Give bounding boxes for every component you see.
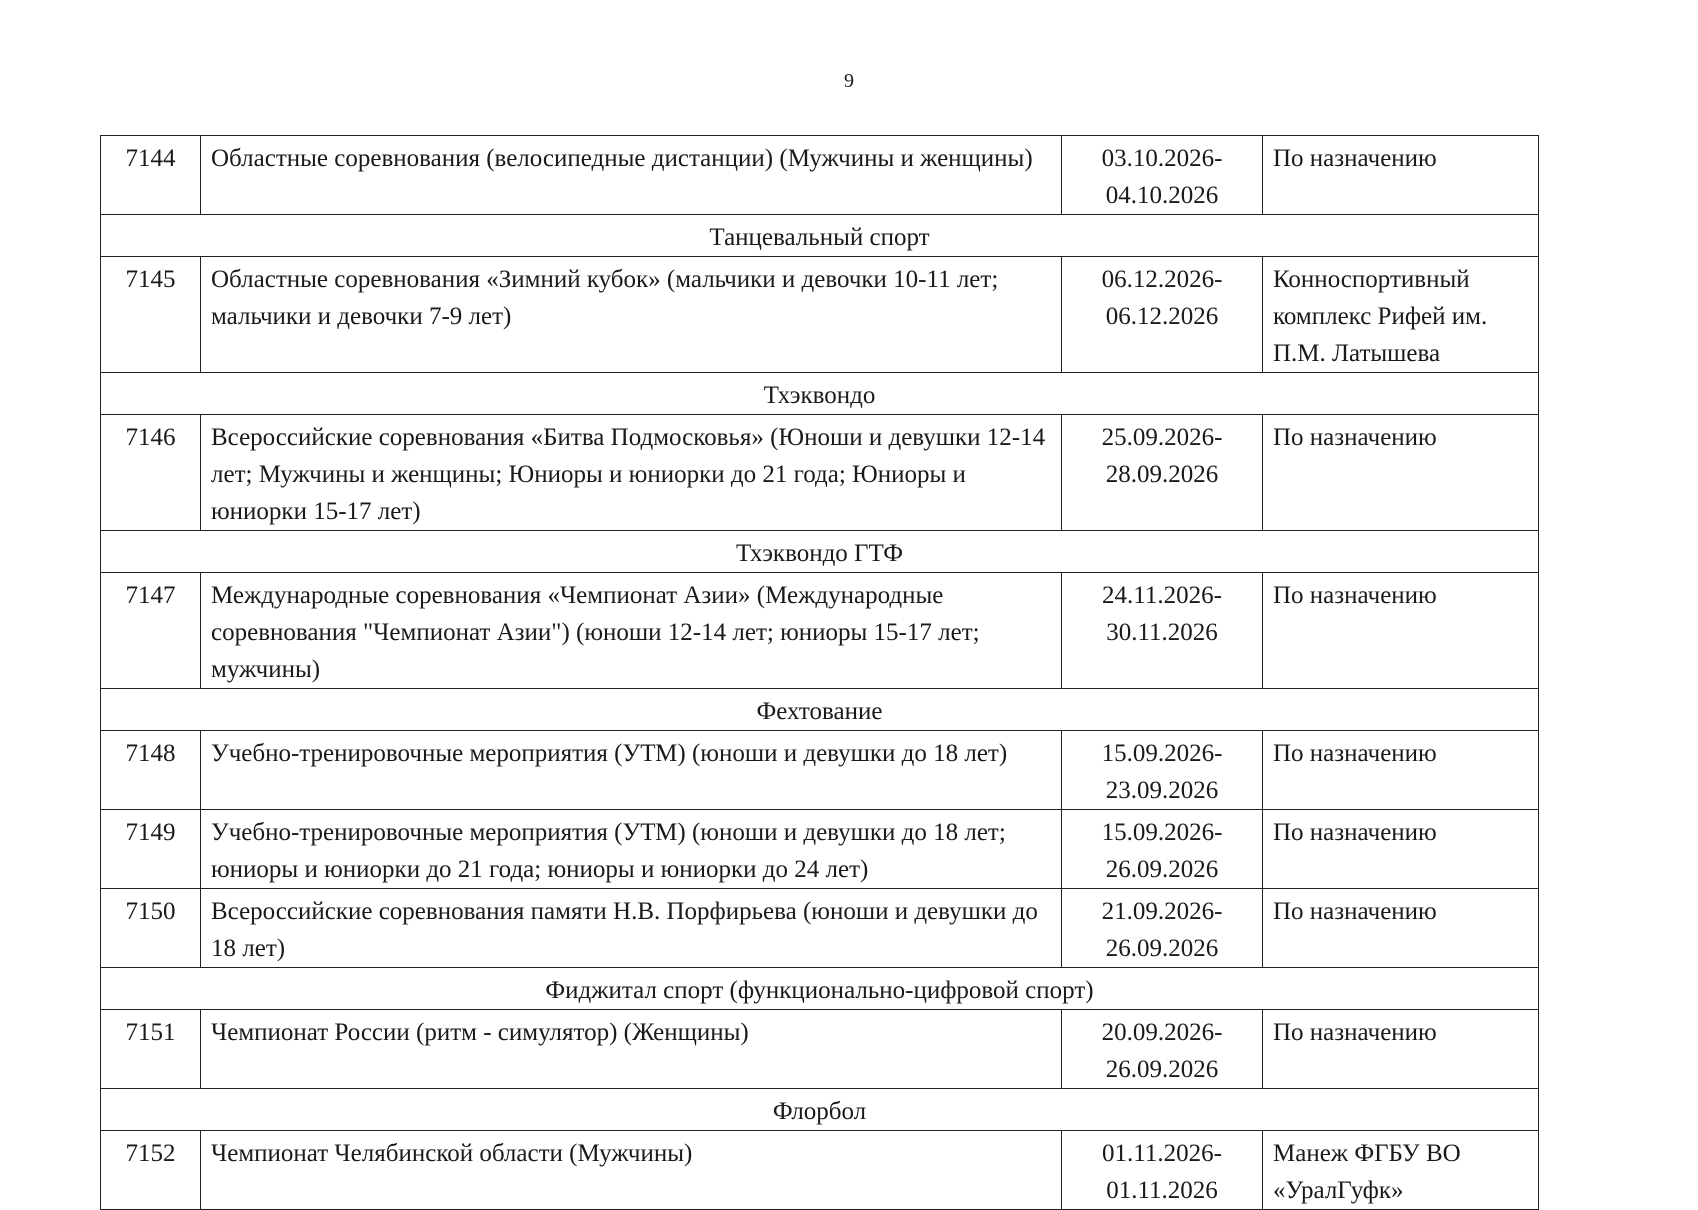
section-row (101, 531, 1539, 573)
section-row (101, 373, 1539, 415)
section-title: Фиджитал спорт (функционально-цифровой спорт) (101, 968, 1539, 1010)
table-row (101, 1010, 1539, 1089)
event-name: Всероссийские соревнования памяти Н.В. Порфирьева (юноши и девушки до 18 лет) (201, 889, 1062, 968)
table-row (101, 257, 1539, 373)
date-start: 06.12.2026- (1101, 266, 1223, 293)
section-title: Тхэквондо (101, 373, 1539, 415)
event-dates (1062, 1131, 1263, 1210)
table-row (101, 415, 1539, 531)
event-number: 7144 (101, 136, 201, 215)
event-dates (1062, 1010, 1263, 1089)
event-name: Чемпионат России (ритм - симулятор) (Женщины) (201, 1010, 1062, 1089)
event-number: 7148 (101, 731, 201, 810)
event-place: По назначению (1263, 136, 1539, 215)
section-row (101, 1089, 1539, 1131)
date-start: 20.09.2026- (1101, 1019, 1223, 1046)
event-name: Областные соревнования (велосипедные дистанции) (Мужчины и женщины) (201, 136, 1062, 215)
date-start: 03.10.2026- (1101, 145, 1223, 172)
event-dates (1062, 257, 1263, 373)
event-place: По назначению (1263, 573, 1539, 689)
event-place: Конноспортивный комплекс Рифей им. П.М. Латышева (1263, 257, 1539, 373)
event-dates (1062, 136, 1263, 215)
event-place: По назначению (1263, 415, 1539, 531)
table-row (101, 731, 1539, 810)
event-name: Областные соревнования «Зимний кубок» (мальчики и девочки 10-11 лет; мальчики и девочки 7-9 лет) (201, 257, 1062, 373)
table-row (101, 573, 1539, 689)
date-end: 01.11.2026 (1106, 1177, 1218, 1204)
event-place: По назначению (1263, 889, 1539, 968)
event-number: 7149 (101, 810, 201, 889)
event-name: Всероссийские соревнования «Битва Подмосковья» (Юноши и девушки 12-14 лет; Мужчины и женщины; Юниоры и юниорки до 21 года; Юниоры и юниорки 15-17 лет) (201, 415, 1062, 531)
section-row (101, 689, 1539, 731)
date-end: 26.09.2026 (1105, 856, 1219, 883)
date-end: 06.12.2026 (1105, 303, 1219, 330)
event-name: Чемпионат Челябинской области (Мужчины) (201, 1131, 1062, 1210)
event-name: Учебно-тренировочные мероприятия (УТМ) (юноши и девушки до 18 лет; юниоры и юниорки до 21 года; юниоры и юниорки до 24 лет) (201, 810, 1062, 889)
event-number: 7150 (101, 889, 201, 968)
page-number: 9 (844, 70, 854, 92)
event-dates (1062, 573, 1263, 689)
event-number: 7146 (101, 415, 201, 531)
date-start: 15.09.2026- (1101, 819, 1223, 846)
date-end: 26.09.2026 (1105, 1056, 1219, 1083)
event-name: Международные соревнования «Чемпионат Азии» (Международные соревнования "Чемпионат Азии") (юноши 12-14 лет; юниоры 15-17 лет; мужчины) (201, 573, 1062, 689)
table-row (101, 1131, 1539, 1210)
section-title: Флорбол (101, 1089, 1539, 1131)
date-end: 30.11.2026 (1106, 619, 1218, 646)
events-table (100, 135, 1539, 1210)
event-number: 7145 (101, 257, 201, 373)
event-dates (1062, 889, 1263, 968)
event-number: 7152 (101, 1131, 201, 1210)
section-row (101, 215, 1539, 257)
date-end: 23.09.2026 (1105, 777, 1219, 804)
event-number: 7147 (101, 573, 201, 689)
date-start: 21.09.2026- (1101, 898, 1223, 925)
section-title: Танцевальный спорт (101, 215, 1539, 257)
events-table-body (101, 136, 1539, 1210)
event-place: По назначению (1263, 1010, 1539, 1089)
event-dates (1062, 731, 1263, 810)
table-row (101, 889, 1539, 968)
event-dates (1062, 415, 1263, 531)
date-end: 04.10.2026 (1105, 182, 1219, 209)
date-start: 25.09.2026- (1101, 424, 1223, 451)
event-place: По назначению (1263, 731, 1539, 810)
event-name: Учебно-тренировочные мероприятия (УТМ) (юноши и девушки до 18 лет) (201, 731, 1062, 810)
date-start: 15.09.2026- (1101, 740, 1223, 767)
date-start: 01.11.2026- (1102, 1140, 1222, 1167)
date-start: 24.11.2026- (1102, 582, 1222, 609)
table-row (101, 136, 1539, 215)
event-place: Манеж ФГБУ ВО «УралГуфк» (1263, 1131, 1539, 1210)
date-end: 26.09.2026 (1105, 935, 1219, 962)
section-title: Тхэквондо ГТФ (101, 531, 1539, 573)
event-place: По назначению (1263, 810, 1539, 889)
section-row (101, 968, 1539, 1010)
date-end: 28.09.2026 (1105, 461, 1219, 488)
section-title: Фехтование (101, 689, 1539, 731)
event-dates (1062, 810, 1263, 889)
table-row (101, 810, 1539, 889)
event-number: 7151 (101, 1010, 201, 1089)
